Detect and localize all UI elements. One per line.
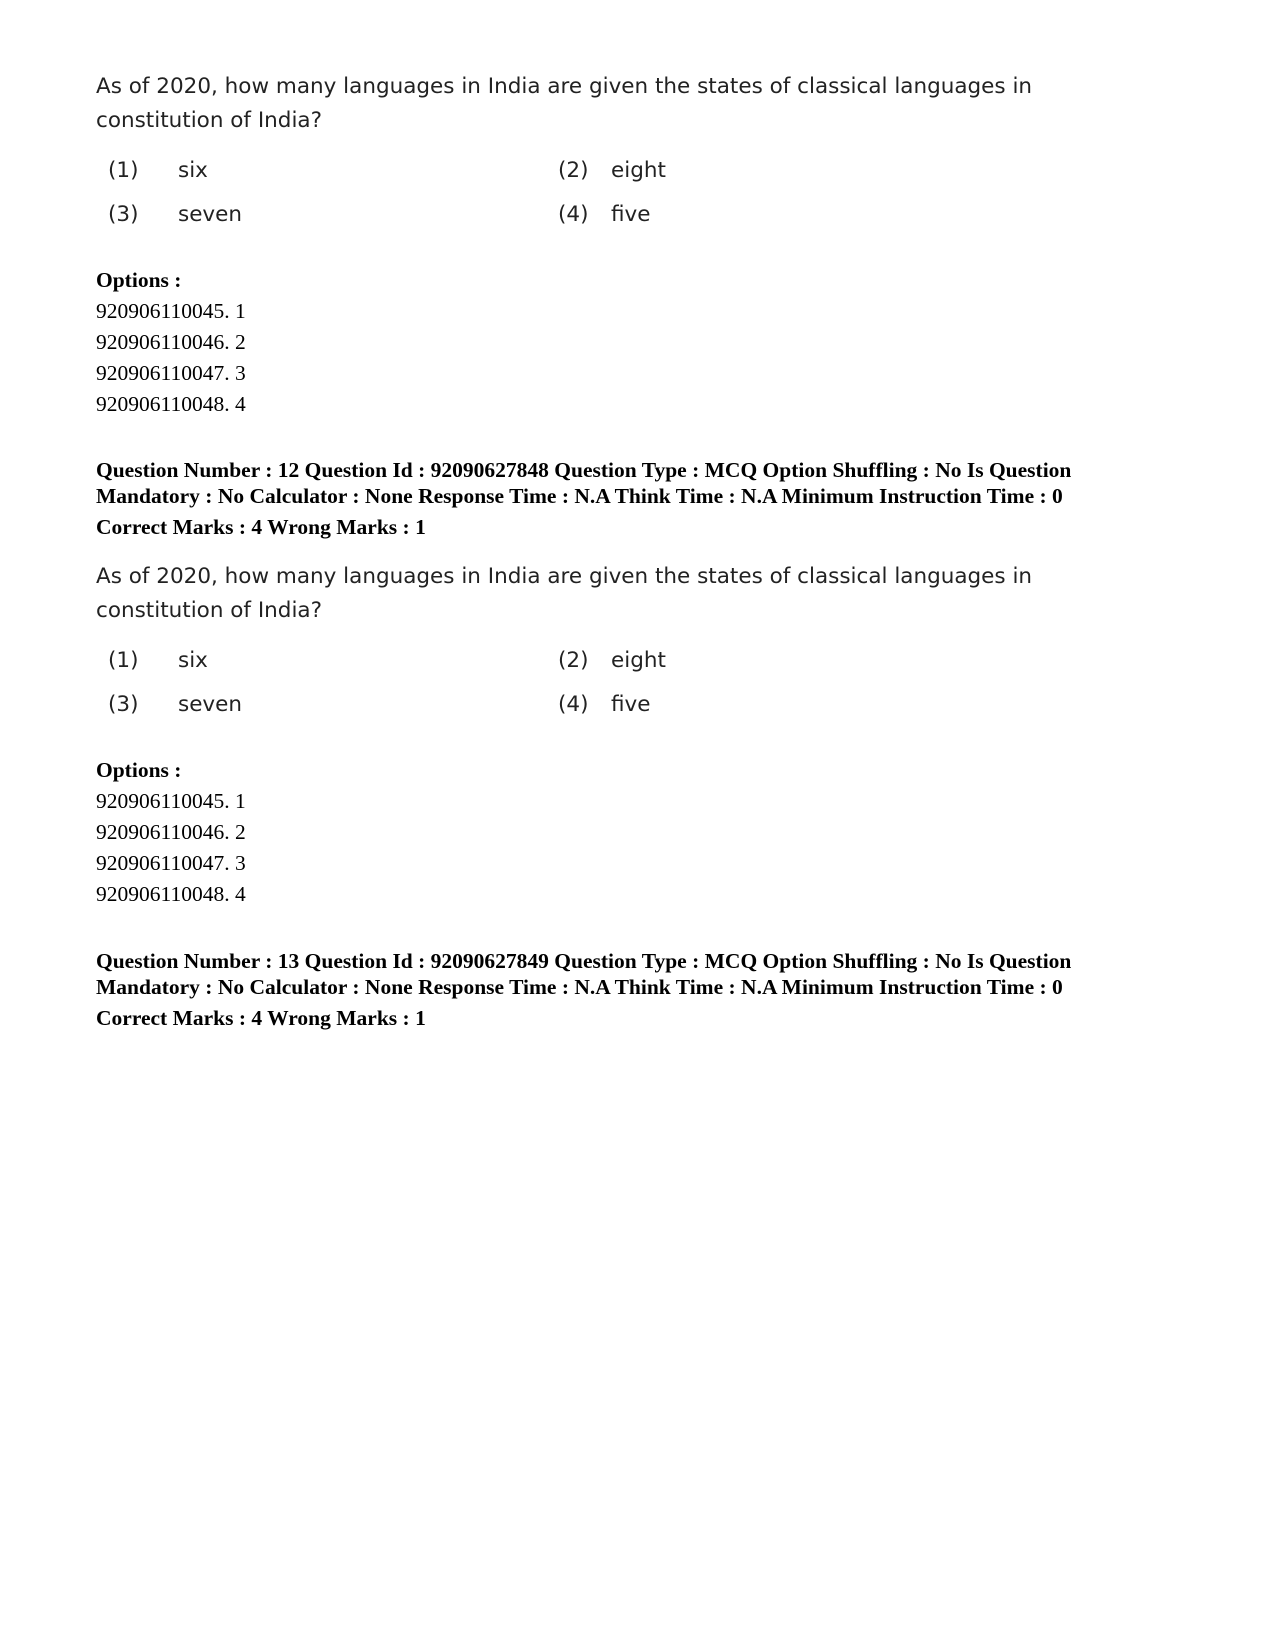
question-text-line: constitution of India? <box>96 598 323 623</box>
question-text <box>96 70 1056 138</box>
option-id: 920906110046. 2 <box>96 330 246 354</box>
option-id: 920906110046. 2 <box>96 820 246 844</box>
question-image-2 <box>96 560 1056 736</box>
choice-text: six <box>178 648 208 673</box>
question-text-line: constitution of India? <box>96 108 323 133</box>
choice-number: (1) <box>108 648 139 673</box>
meta-line: Question Number : 13 Question Id : 92090627849 Question Type : MCQ Option Shuffling : No Is Question <box>96 949 1072 973</box>
choice-number: (4) <box>558 202 589 227</box>
choice-text: seven <box>178 692 243 717</box>
question-image-1 <box>96 70 1056 246</box>
choice-number: (4) <box>558 692 589 717</box>
choice-text: eight <box>611 648 666 673</box>
question-meta-12 <box>96 457 1186 540</box>
option-id: 920906110048. 4 <box>96 392 246 416</box>
choice-text: seven <box>178 202 243 227</box>
choice-text: five <box>611 692 651 717</box>
choice-number: (3) <box>108 202 139 227</box>
option-id: 920906110045. 1 <box>96 299 246 323</box>
options-title: Options : <box>96 268 182 292</box>
choice-number: (1) <box>108 158 139 183</box>
choice-number: (3) <box>108 692 139 717</box>
choice-grid <box>96 646 1056 736</box>
options-title: Options : <box>96 758 182 782</box>
choice-text: six <box>178 158 208 183</box>
meta-line: Question Number : 12 Question Id : 92090627848 Question Type : MCQ Option Shuffling : No Is Question <box>96 458 1072 482</box>
options-list-1 <box>96 265 1186 420</box>
question-text-line: As of 2020, how many languages in India are given the states of classical languages in <box>96 74 1033 99</box>
choice-text: eight <box>611 158 666 183</box>
choice-number: (2) <box>558 158 589 183</box>
option-id: 920906110045. 1 <box>96 789 246 813</box>
question-text-line: As of 2020, how many languages in India are given the states of classical languages in <box>96 564 1033 589</box>
marks-line: Correct Marks : 4 Wrong Marks : 1 <box>96 1006 426 1030</box>
choice-number: (2) <box>558 648 589 673</box>
marks-line: Correct Marks : 4 Wrong Marks : 1 <box>96 515 426 539</box>
option-id: 920906110047. 3 <box>96 851 246 875</box>
option-id: 920906110048. 4 <box>96 882 246 906</box>
question-meta-13 <box>96 948 1186 1031</box>
options-list-2 <box>96 755 1186 910</box>
option-id: 920906110047. 3 <box>96 361 246 385</box>
meta-line: Mandatory : No Calculator : None Response Time : N.A Think Time : N.A Minimum Instruction Time : 0 <box>96 975 1063 999</box>
choice-text: five <box>611 202 651 227</box>
meta-line: Mandatory : No Calculator : None Response Time : N.A Think Time : N.A Minimum Instruction Time : 0 <box>96 484 1063 508</box>
choice-grid <box>96 156 1056 246</box>
question-text <box>96 560 1056 628</box>
